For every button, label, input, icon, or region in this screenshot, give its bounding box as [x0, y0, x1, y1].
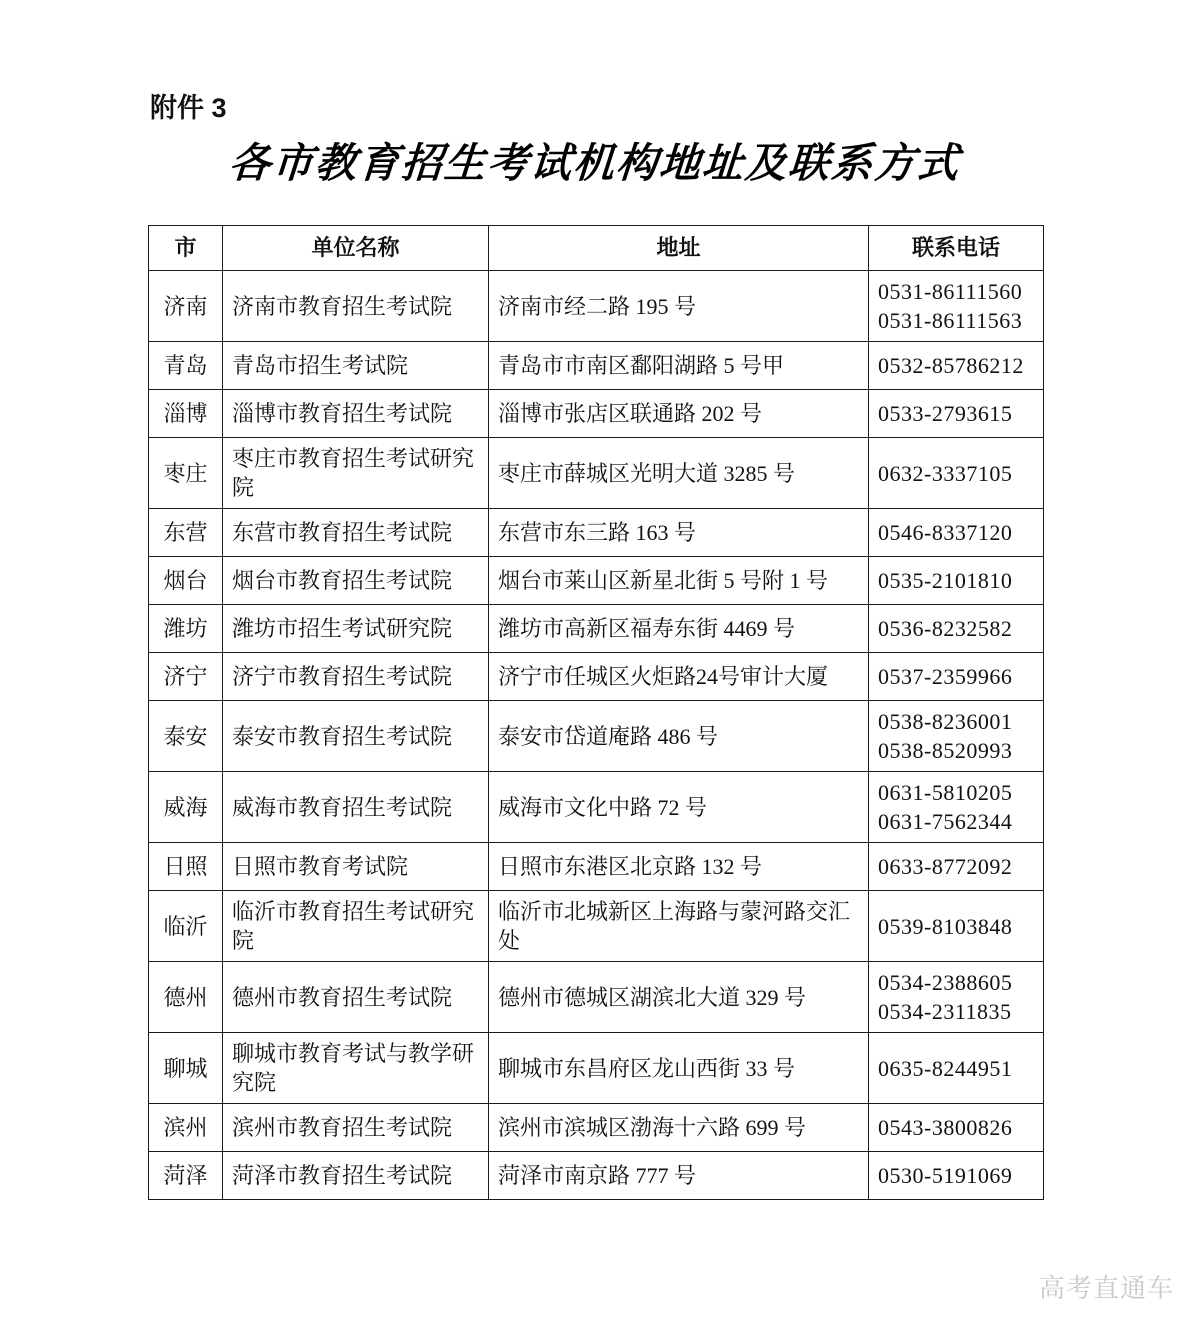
phone-cell — [869, 1152, 1044, 1200]
table-row — [149, 438, 1044, 509]
phone-cell — [869, 342, 1044, 390]
unit-cell: 滨州市教育招生考试院 — [223, 1104, 489, 1152]
table-header — [149, 226, 1044, 271]
city-cell: 济南 — [149, 271, 223, 342]
phone-number: 0631-5810205 — [878, 780, 1013, 806]
unit-cell: 济宁市教育招生考试院 — [223, 653, 489, 701]
unit-cell: 青岛市招生考试院 — [223, 342, 489, 390]
address-cell: 泰安市岱道庵路 486 号 — [489, 701, 869, 772]
unit-cell: 日照市教育考试院 — [223, 843, 489, 891]
phone-cell — [869, 843, 1044, 891]
address-cell: 青岛市市南区鄱阳湖路 5 号甲 — [489, 342, 869, 390]
phone-cell — [869, 1033, 1044, 1104]
address-cell: 德州市德城区湖滨北大道 329 号 — [489, 962, 869, 1033]
watermark-text: 高考直通车 — [1038, 1273, 1174, 1303]
city-cell: 德州 — [149, 962, 223, 1033]
phone-number: 0539-8103848 — [878, 913, 1013, 939]
city-cell: 青岛 — [149, 342, 223, 390]
address-cell: 烟台市莱山区新星北街 5 号附 1 号 — [489, 557, 869, 605]
address-cell: 枣庄市薛城区光明大道 3285 号 — [489, 438, 869, 509]
table-row — [149, 557, 1044, 605]
table-row — [149, 843, 1044, 891]
phone-number: 0532-85786212 — [878, 353, 1024, 379]
table-row — [149, 891, 1044, 962]
phone-cell — [869, 390, 1044, 438]
city-cell: 威海 — [149, 772, 223, 843]
table-row — [149, 1152, 1044, 1200]
city-cell: 日照 — [149, 843, 223, 891]
table-row — [149, 342, 1044, 390]
phone-number: 0543-3800826 — [878, 1115, 1013, 1141]
address-cell: 菏泽市南京路 777 号 — [489, 1152, 869, 1200]
address-cell: 威海市文化中路 72 号 — [489, 772, 869, 843]
table-row — [149, 271, 1044, 342]
city-cell: 淄博 — [149, 390, 223, 438]
contact-table — [148, 225, 1044, 1200]
address-cell: 东营市东三路 163 号 — [489, 509, 869, 557]
phone-cell — [869, 1104, 1044, 1152]
unit-cell: 烟台市教育招生考试院 — [223, 557, 489, 605]
city-cell: 泰安 — [149, 701, 223, 772]
table-row — [149, 653, 1044, 701]
attachment-label: 附件 3 — [150, 93, 227, 123]
phone-cell — [869, 701, 1044, 772]
phone-number: 0531-86111563 — [878, 308, 1023, 334]
city-cell: 临沂 — [149, 891, 223, 962]
header-row — [149, 226, 1044, 271]
phone-number: 0631-7562344 — [878, 809, 1013, 835]
table-row — [149, 772, 1044, 843]
city-cell: 菏泽 — [149, 1152, 223, 1200]
phone-number: 0546-8337120 — [878, 520, 1013, 546]
phone-cell — [869, 557, 1044, 605]
header-unit: 单位名称 — [223, 226, 489, 271]
city-cell: 济宁 — [149, 653, 223, 701]
phone-cell — [869, 271, 1044, 342]
table-row — [149, 509, 1044, 557]
city-cell: 滨州 — [149, 1104, 223, 1152]
address-cell: 淄博市张店区联通路 202 号 — [489, 390, 869, 438]
unit-cell: 淄博市教育招生考试院 — [223, 390, 489, 438]
unit-cell: 临沂市教育招生考试研究院 — [223, 891, 489, 962]
address-cell: 日照市东港区北京路 132 号 — [489, 843, 869, 891]
phone-cell — [869, 891, 1044, 962]
phone-cell — [869, 509, 1044, 557]
phone-number: 0538-8236001 — [878, 709, 1013, 735]
phone-cell — [869, 653, 1044, 701]
phone-cell — [869, 962, 1044, 1033]
phone-cell — [869, 605, 1044, 653]
phone-number: 0534-2311835 — [878, 999, 1012, 1025]
phone-number: 0530-5191069 — [878, 1163, 1013, 1189]
address-cell: 临沂市北城新区上海路与蒙河路交汇处 — [489, 891, 869, 962]
address-cell: 滨州市滨城区渤海十六路 699 号 — [489, 1104, 869, 1152]
phone-number: 0537-2359966 — [878, 664, 1013, 690]
table-row — [149, 1033, 1044, 1104]
table-row — [149, 390, 1044, 438]
phone-number: 0635-8244951 — [878, 1055, 1013, 1081]
phone-cell — [869, 772, 1044, 843]
address-cell: 聊城市东昌府区龙山西街 33 号 — [489, 1033, 869, 1104]
phone-number: 0533-2793615 — [878, 401, 1013, 427]
table-body — [149, 271, 1044, 1200]
unit-cell: 东营市教育招生考试院 — [223, 509, 489, 557]
phone-cell — [869, 438, 1044, 509]
table-row — [149, 962, 1044, 1033]
address-cell: 济宁市任城区火炬路24号审计大厦 — [489, 653, 869, 701]
unit-cell: 枣庄市教育招生考试研究院 — [223, 438, 489, 509]
header-phone: 联系电话 — [869, 226, 1044, 271]
header-address: 地址 — [489, 226, 869, 271]
header-city: 市 — [149, 226, 223, 271]
city-cell: 枣庄 — [149, 438, 223, 509]
unit-cell: 潍坊市招生考试研究院 — [223, 605, 489, 653]
unit-cell: 泰安市教育招生考试院 — [223, 701, 489, 772]
table-row — [149, 1104, 1044, 1152]
phone-number: 0632-3337105 — [878, 460, 1013, 486]
address-cell: 潍坊市高新区福寿东街 4469 号 — [489, 605, 869, 653]
page-title: 各市教育招生考试机构地址及联系方式 — [227, 139, 962, 187]
phone-number: 0531-86111560 — [878, 279, 1023, 304]
city-cell: 东营 — [149, 509, 223, 557]
phone-number: 0536-8232582 — [878, 616, 1013, 642]
phone-number: 0538-8520993 — [878, 738, 1013, 764]
unit-cell: 济南市教育招生考试院 — [223, 271, 489, 342]
phone-number: 0534-2388605 — [878, 970, 1013, 996]
city-cell: 潍坊 — [149, 605, 223, 653]
phone-number: 0535-2101810 — [878, 568, 1013, 594]
table-row — [149, 605, 1044, 653]
table-row — [149, 701, 1044, 772]
address-cell: 济南市经二路 195 号 — [489, 271, 869, 342]
unit-cell: 威海市教育招生考试院 — [223, 772, 489, 843]
city-cell: 聊城 — [149, 1033, 223, 1104]
unit-cell: 聊城市教育考试与教学研究院 — [223, 1033, 489, 1104]
city-cell: 烟台 — [149, 557, 223, 605]
unit-cell: 菏泽市教育招生考试院 — [223, 1152, 489, 1200]
phone-number: 0633-8772092 — [878, 854, 1013, 880]
unit-cell: 德州市教育招生考试院 — [223, 962, 489, 1033]
